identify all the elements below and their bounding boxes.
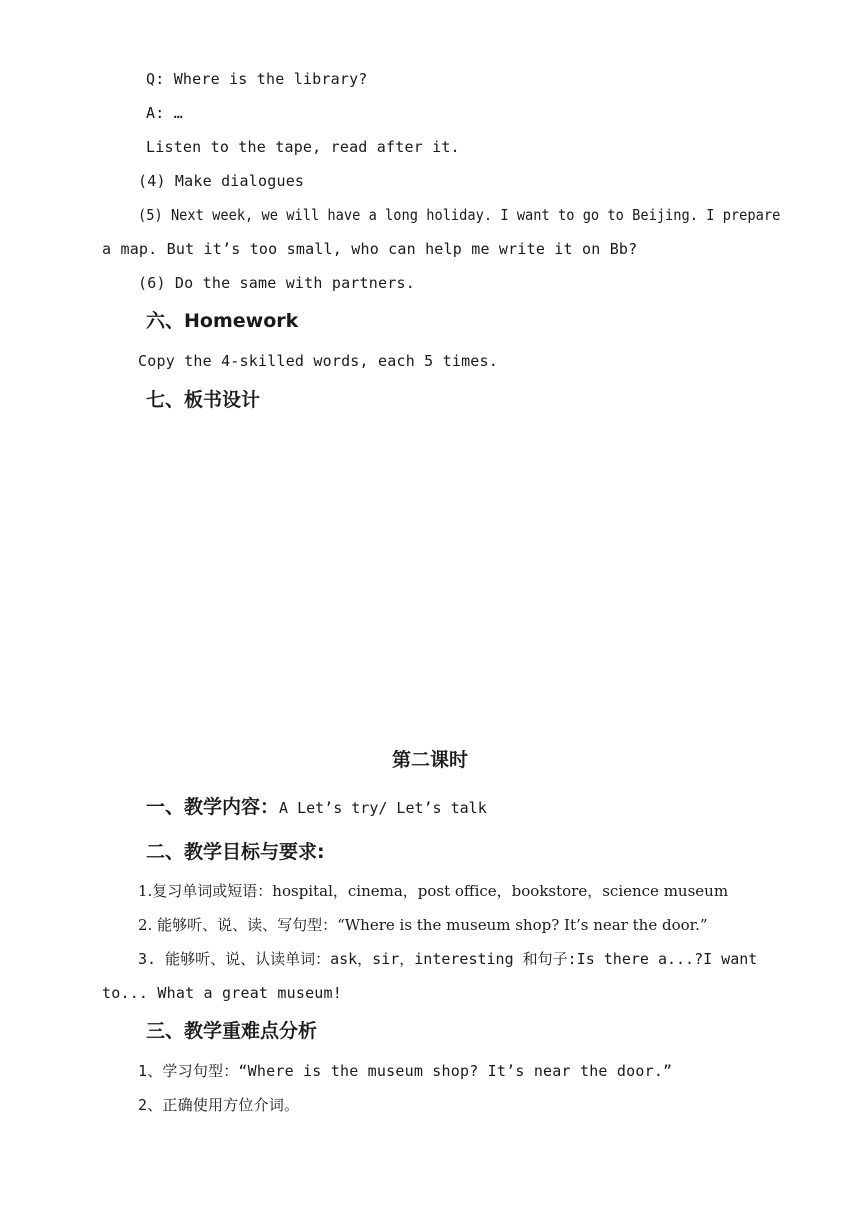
listen-line: Listen to the tape, read after it.: [146, 138, 460, 156]
key-point-1: 1、学习句型：“Where is the museum shop? It’s near the door.”: [138, 1062, 673, 1080]
goal-2: 2. 能够听、说、读、写句型：“Where is the museum shop? It’s near the door.”: [138, 916, 708, 934]
goals-heading: 二、教学目标与要求:: [146, 841, 325, 863]
step-6: (6) Do the same with partners.: [138, 274, 415, 292]
content-heading-text: A Let’s try/ Let’s talk: [279, 799, 487, 817]
lesson-2-title: 第二课时: [391, 749, 468, 771]
step-5-line-1: (5) Next week, we will have a long holiday. I want to go to Beijing. I prepare: [138, 206, 781, 224]
answer-line: A: …: [146, 104, 183, 122]
content-heading-label: 一、教学内容：: [146, 796, 280, 818]
step-5-line-2: a map. But it’s too small, who can help me write it on Bb?: [102, 240, 638, 258]
homework-heading: 六、Homework: [146, 310, 299, 332]
question-line: Q: Where is the library?: [146, 70, 368, 88]
goal-3-line-1: 3. 能够听、说、认读单词：ask，sir，interesting 和句子:Is there a...?I want: [138, 950, 758, 968]
goal-1: 1.复习单词或短语：hospital，cinema，post office，bookstore，science museum: [138, 882, 729, 900]
goal-3-line-2: to... What a great museum!: [102, 984, 342, 1002]
step-4: (4) Make dialogues: [138, 172, 305, 190]
key-point-2: 2、正确使用方位介词。: [138, 1096, 300, 1114]
homework-text: Copy the 4-skilled words, each 5 times.: [138, 352, 498, 370]
board-design-heading: 七、板书设计: [146, 389, 261, 411]
key-points-heading: 三、教学重难点分析: [146, 1020, 318, 1042]
content-heading: [146, 795, 487, 820]
